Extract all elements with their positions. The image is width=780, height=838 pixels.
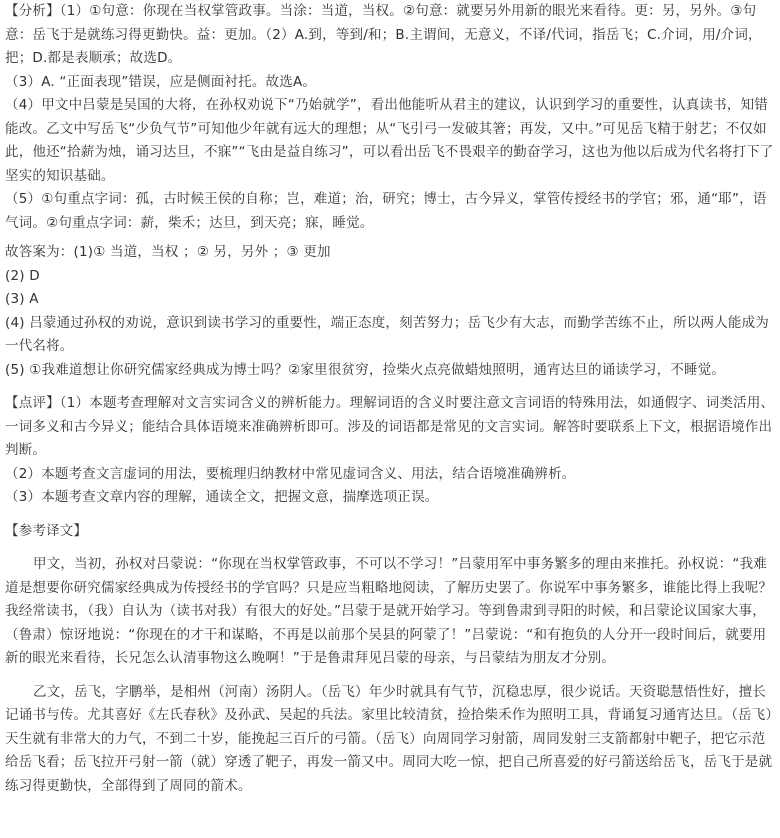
analysis-paragraph-4: （5）①句重点字词：孤，古时候王侯的自称；岂，难道；治，研究；博士，古今异义，掌管传授经书的学官；邪，通“耶”，语气词。②句重点字词：薪，柴禾；达旦，到天亮；寐，睡觉。	[5, 191, 767, 231]
answer-2: (2) D	[5, 267, 40, 284]
translation-paragraph-1: 甲文，当初，孙权对吕蒙说：“你现在当权掌管政事，不可以不学习！”吕蒙用军中事务繁多的理由来推托。孙权说：“我难道是想要你研究儒家经典成为传授经书的学官吗？只是应当粗略地阅读，了解历史罢了。你说军中事务繁多，谁能比得上我呢？我经常读书，（我）自认为（读书对我）有很大的好处。”吕蒙于是就开始学习。等到鲁肃到寻阳的时候，和吕蒙论议国家大事，（鲁肃）惊讶地说：“你现在的才干和谋略，不再是以前那个吴县的阿蒙了！”吕蒙说：“和有抱负的人分开一段时间后，就要用新的眼光来看待，长兄怎么认清事物这么晚啊！”于是鲁肃拜见吕蒙的母亲，与吕蒙结为朋友才分别。	[5, 556, 773, 666]
comment-paragraph-3: （3）本题考查文章内容的理解，通读全文，把握文意，揣摩选项正误。	[5, 489, 439, 505]
answer-3: (3) A	[5, 291, 39, 307]
comment-paragraph-1: 【点评】（1）本题考查理解对文言实词含义的辨析能力。理解词语的含义时要注意文言词语的特殊用法，如通假字、词类活用、一词多义和古今异义；能结合具体语境来准确辨析即可。涉及的词语都是常见的文言实词。解答时要联系上下文，根据语境作出判断。	[5, 395, 775, 458]
spacer	[5, 382, 777, 392]
translation-title: 【参考译文】	[5, 522, 88, 539]
analysis-paragraph-1: 【分析】（1）①句意：你现在当权掌管政事。当涂：当道，当权。②句意：就要另外用新的眼光来看待。更：另，另外。③句意：岳飞于是就练习得更勤快。益：更加。（2）A.到，等到/和；B.主谓间，无意义，不译/代词，指岳飞；C.介词，用/介词，把；D.都是表顺承；故选D。	[5, 3, 762, 66]
analysis-paragraph-3: （4）甲文中吕蒙是吴国的大将，在孙权劝说下“乃始就学”，看出他能听从君主的建议，认识到学习的重要性，认真读书，知错能改。乙文中写岳飞“少负气节”可知他少年就有远大的理想；从“飞引弓一发破其箸；再发，又中。”可见岳飞精于射艺；不仅如此，他还“拾薪为烛，诵习达旦，不寐”“飞由是益自练习”，可以看出岳飞不畏艰辛的勤奋学习，这也为他以后成为代名将打下了坚实的知识基础。	[5, 97, 774, 184]
answer-5: (5) ①我难道想让你研究儒家经典成为博士吗？②家里很贫穷，捡柴火点亮做蜡烛照明，通宵达旦的诵读学习，不睡觉。	[5, 361, 726, 378]
translation-paragraph-2: 乙文，岳飞，字鹏举，是相州（河南）汤阴人。（岳飞）年少时就具有气节，沉稳忠厚，很少说话。天资聪慧悟性好，擅长记诵书与传。尤其喜好《左氏春秋》及孙武、吴起的兵法。家里比较清贫，捡拾柴禾作为照明工具，背诵复习通宵达旦。（岳飞）天生就有非常大的力气，不到二十岁，能挽起三百斤的弓箭。（岳飞）向周同学习射箭，周同发射三支箭都射中靶子，把它示范给岳飞看；岳飞拉开弓射一箭（就）穿透了靶子，再发一箭又中。周同大吃一惊，把自己所喜爱的好弓箭送给岳飞，岳飞于是就练习得更勤快，全部得到了周同的箭术。	[5, 683, 773, 794]
spacer	[5, 543, 777, 553]
document-body	[5, 0, 777, 798]
answer-intro: 故答案为：(1)① 当道，当权 ；② 另，另外 ；③ 更加	[5, 244, 331, 260]
spacer	[5, 671, 777, 681]
answer-4: (4) 吕蒙通过孙权的劝说，意识到读书学习的重要性，端正态度，刻苦努力；岳飞少有大志，而勤学苦练不止，所以两人能成为一代名将。	[5, 314, 770, 354]
comment-paragraph-2: （2）本题考查文言虚词的用法，要梳理归纳教材中常见虚词含义、用法，结合语境准确辨析。	[5, 465, 576, 482]
spacer	[5, 510, 777, 520]
analysis-paragraph-2: （3）A. “正面表现”错误，应是侧面衬托。故选A。	[5, 73, 317, 90]
